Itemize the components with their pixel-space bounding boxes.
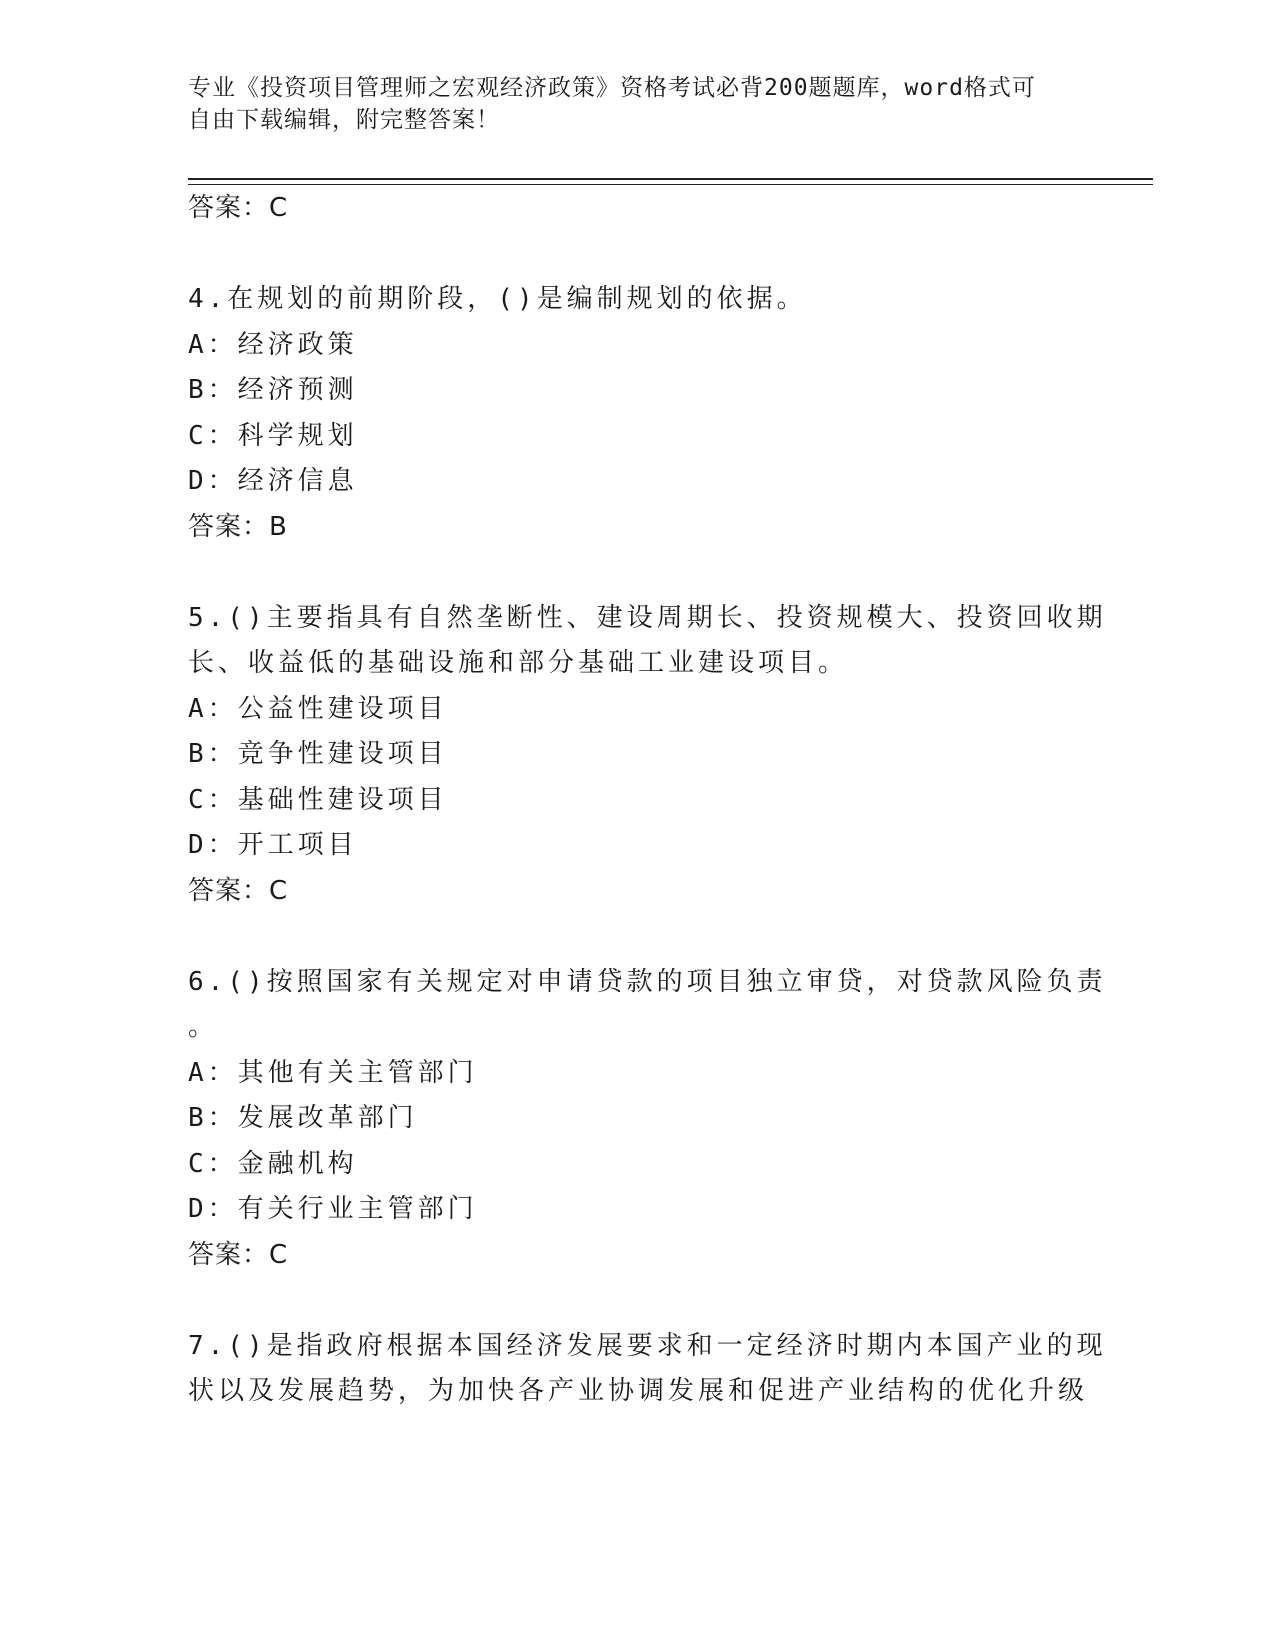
header-divider-thin bbox=[188, 184, 1153, 185]
header-divider-thick bbox=[188, 178, 1153, 180]
question-text: 4.在规划的前期阶段，()是编制规划的依据。 bbox=[188, 284, 807, 314]
option-a: A：公益性建设项目 bbox=[188, 693, 448, 724]
option-c: C：科学规划 bbox=[188, 420, 358, 451]
option-d: D：经济信息 bbox=[188, 466, 358, 496]
spacer bbox=[188, 550, 1068, 596]
question-5 bbox=[188, 596, 1107, 915]
answer-line: 答案：C bbox=[188, 875, 289, 906]
question-6 bbox=[188, 960, 1107, 1279]
question-text-continued: 状以及发展趋势，为加快各产业协调发展和促进产业结构的优化升级 bbox=[188, 1376, 1089, 1406]
option-b: B：发展改革部门 bbox=[188, 1103, 418, 1133]
question-text: 7.()是指政府根据本国经济发展要求和一定经济时期内本国产业的现 bbox=[188, 1330, 1107, 1361]
answer-line: 答案：B bbox=[188, 511, 288, 542]
answer-line: 答案：C bbox=[188, 193, 289, 223]
answer-line: 答案：C bbox=[188, 1239, 289, 1270]
question-text: 5.()主要指具有自然垄断性、建设周期长、投资规模大、投资回收期 bbox=[188, 602, 1107, 633]
option-b: B：竞争性建设项目 bbox=[188, 739, 448, 769]
option-a: A：经济政策 bbox=[188, 329, 358, 360]
option-c: C：金融机构 bbox=[188, 1148, 358, 1179]
document-header bbox=[188, 72, 1068, 136]
question-text-continued: 。 bbox=[188, 1012, 219, 1042]
question-7 bbox=[188, 1324, 1107, 1415]
spacer bbox=[188, 232, 1068, 278]
option-c: C：基础性建设项目 bbox=[188, 784, 448, 815]
header-line-2: 自由下载编辑，附完整答案！ bbox=[188, 107, 500, 133]
option-d: D：有关行业主管部门 bbox=[188, 1194, 478, 1224]
spacer bbox=[188, 914, 1068, 960]
question-list bbox=[188, 186, 1107, 1415]
option-b: B：经济预测 bbox=[188, 375, 358, 405]
spacer bbox=[188, 1278, 1068, 1324]
question-text: 6.()按照国家有关规定对申请贷款的项目独立审贷，对贷款风险负责 bbox=[188, 966, 1107, 997]
option-a: A：其他有关主管部门 bbox=[188, 1057, 478, 1088]
question-text-continued: 长、收益低的基础设施和部分基础工业建设项目。 bbox=[188, 648, 849, 678]
question-4 bbox=[188, 277, 1068, 550]
option-d: D：开工项目 bbox=[188, 830, 358, 860]
header-line-1: 专业《投资项目管理师之宏观经济政策》资格考试必背200题题库，word格式可 bbox=[188, 75, 1036, 101]
